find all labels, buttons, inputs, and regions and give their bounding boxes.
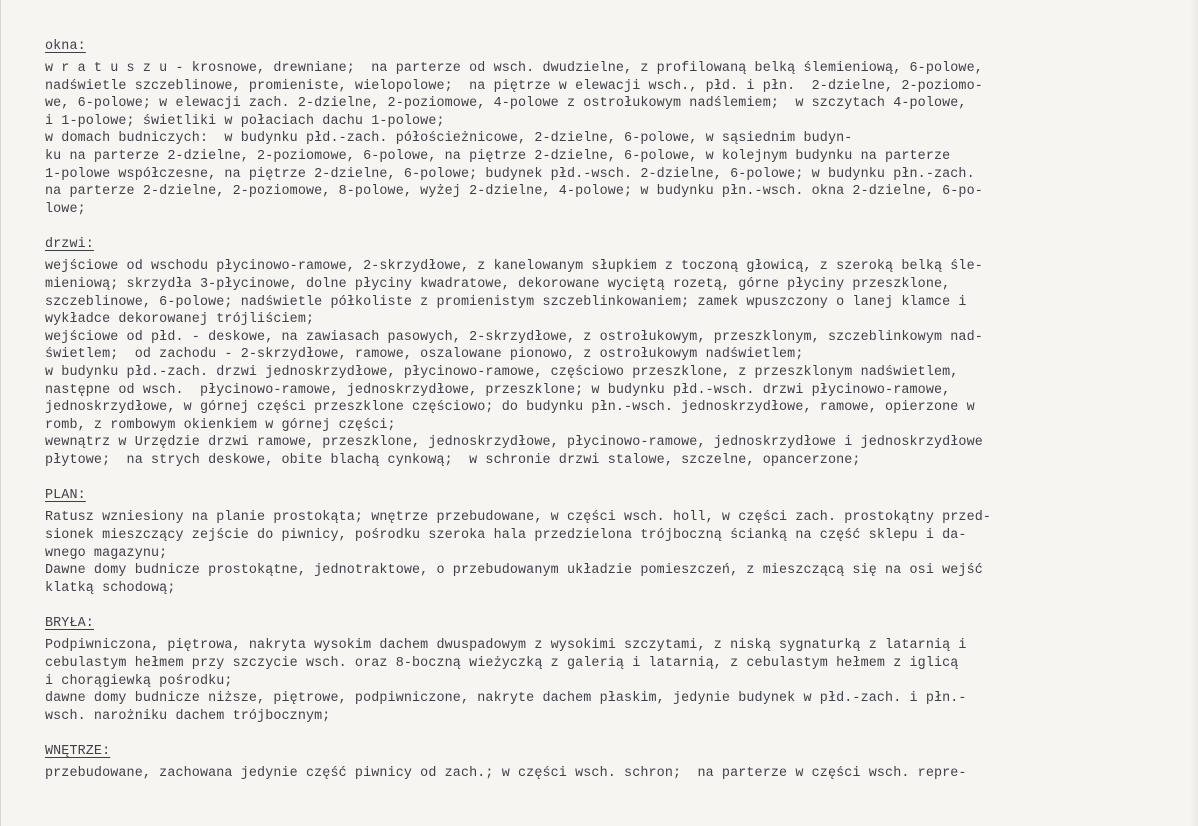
text-line: w r a t u s z u - krosnowe, drewniane; na parterze od wsch. dwudzielne, z profilowaną belką ślemieniową, 6-polowe, (45, 61, 983, 76)
text-line: wykładce dekorowanej trójliściem; (45, 312, 315, 328)
text-line: wejściowe od płd. - deskowe, na zawiasach pasowych, 2-skrzydłowe, z ostrołukowym, przeszklonym, szczeblinkowym nad- (45, 329, 983, 345)
text-line: Dawne domy budnicze prostokątne, jednotraktowe, o przebudowanym układzie pomieszczeń, z mieszczącą się na osi wejść (45, 563, 983, 579)
text-line: i 1-polowe; świetliki w połaciach dachu 1-polowe; (45, 113, 445, 129)
text-line: lowe; (45, 201, 86, 217)
text-line: Ratusz wzniesiony na planie prostokąta; wnętrze przebudowane, w części wsch. holl, w części zach. prostokątny przed- (45, 510, 992, 526)
text-line: wewnątrz w Urzędzie drzwi ramowe, przeszklone, jednoskrzydłowe, płycinowo-ramowe, jednoskrzydłowe i jednoskrzydłowe (45, 435, 983, 451)
text-line: przebudowane, zachowana jedynie część piwnicy od zach.; w części wsch. schron; na parterze w części wsch. repre- (45, 766, 967, 782)
text-line: Podpiwniczona, piętrowa, nakryta wysokim dachem dwuspadowym z wysokimi szczytami, z niską sygnaturką z latarnią i (45, 638, 967, 654)
text-line: wnego magazynu; (45, 545, 168, 561)
text-line: wejściowe od wschodu płycinowo-ramowe, 2-skrzydłowe, z kanelowanym słupkiem z toczoną głowicą, z szeroką belką śle- (45, 259, 983, 275)
text-line: jednoskrzydłowe, w górnej części przeszklone częściowo; do budynku płn.-wsch. jednoskrzydłowe, ramowe, opierzone w (45, 400, 975, 416)
text-line: klatką schodową; (45, 580, 176, 596)
section-heading (45, 615, 1173, 633)
section-3 (45, 615, 1173, 725)
text-line: mieniową; skrzydła 3-płycinowe, dolne płyciny kwadratowe, dekorowane wyciętą rozetą, górne płyciny przeszklone, (45, 276, 951, 292)
section-heading-text: WNĘTRZE: (45, 744, 111, 760)
text-line: w domach budniczych: w budynku płd.-zach. półościeżnicowe, 2-dzielne, 6-polowe, w sąsiednim budyn- (45, 131, 853, 147)
section-heading-text: PLAN: (45, 488, 86, 504)
section-4 (45, 743, 1173, 783)
text-line: sionek mieszczący zejście do piwnicy, pośrodku szeroka hala przedzielona trójboczną ścianką na część sklepu i da- (45, 528, 967, 544)
section-heading (45, 487, 1173, 505)
text-line: dawne domy budnicze niższe, piętrowe, podpiwniczone, nakryte dachem płaskim, jedynie budynek w płd.-zach. i płn.- (45, 691, 967, 707)
text-line: w budynku płd.-zach. drzwi jednoskrzydłowe, płycinowo-ramowe, częściowo przeszklone, z przeszklonym nadświetlem, (45, 364, 959, 380)
typed-text-body (45, 38, 1173, 801)
section-1 (45, 236, 1173, 469)
text-line: świetlem; od zachodu - 2-skrzydłowe, ramowe, oszalowane pionowo, z ostrołukowym nadświetlem; (45, 347, 804, 363)
text-line: we, 6-polowe; w elewacji zach. 2-dzielne, 2-poziomowe, 4-polowe z ostrołukowym nadślemiem; w szczytach 4-polowe, (45, 96, 967, 112)
text-line: nadświetle szczeblinowe, promieniste, wielopolowe; na piętrze w elewacji wsch., płd. i płn. 2-dzielne, 2-poziomo- (45, 78, 983, 94)
section-heading (45, 38, 1173, 56)
text-line: szczeblinowe, 6-polowe; nadświetle półkoliste z promienistym szczeblinkowaniem; zamek wpuszczony o lanej klamce i (45, 294, 967, 310)
text-line: następne od wsch. płycinowo-ramowe, jednoskrzydłowe, przeszklone; w budynku płd.-wsch. drzwi płycinowo-ramowe, (45, 382, 951, 398)
text-line: i chorągiewką pośrodku; (45, 673, 233, 689)
section-heading-text: BRYŁA: (45, 616, 94, 632)
text-line: ku na parterze 2-dzielne, 2-poziomowe, 6-polowe, na piętrze 2-dzielne, 6-polowe, w kolejnym budynku na parterze (45, 148, 951, 164)
section-heading (45, 743, 1173, 761)
text-line: wsch. narożniku dachem trójbocznym; (45, 708, 331, 724)
card-edge (1190, 0, 1198, 826)
section-heading (45, 236, 1173, 254)
section-2 (45, 487, 1173, 597)
section-heading-text: okna: (45, 39, 86, 54)
text-line: na parterze 2-dzielne, 2-poziomowe, 8-polowe, wyżej 2-dzielne, 4-polowe; w budynku płn.-wsch. okna 2-dzielne, 6-po- (45, 184, 983, 200)
text-line: płytowe; na strych deskowe, obite blachą cynkową; w schronie drzwi stalowe, szczelne, opancerzone; (45, 452, 861, 468)
section-0 (45, 38, 1173, 218)
text-line: 1-polowe współczesne, na piętrze 2-dzielne, 6-polowe; budynek płd.-wsch. 2-dzielne, 6-polowe; w budynku płn.-zach. (45, 166, 975, 182)
text-line: cebulastym hełmem przy szczycie wsch. oraz 8-boczną wieżyczką z galerią i latarnią, z cebulastym hełmem z iglicą (45, 656, 959, 672)
text-line: romb, z rombowym okienkiem w górnej części; (45, 417, 396, 433)
section-heading-text: drzwi: (45, 237, 94, 253)
